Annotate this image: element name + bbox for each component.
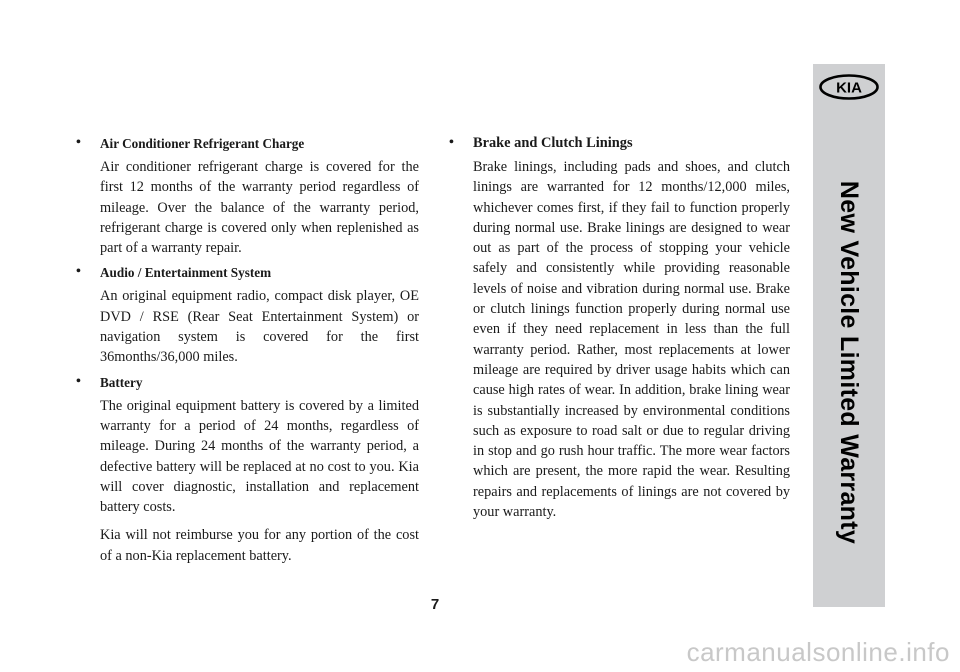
- section-paragraph: Air conditioner refrigerant charge is covered for the first 12 months of the warranty period regardless of mileage. Over the balance of the warranty period, refrigerant charge is covered only when replenished as part of a warranty repair.: [100, 159, 419, 257]
- logo-text: KIA: [836, 79, 862, 97]
- left-column: [76, 135, 419, 566]
- section-battery: [76, 374, 419, 566]
- bullet: •: [449, 135, 454, 150]
- bullet: •: [76, 135, 81, 150]
- bullet: •: [76, 373, 81, 389]
- section-brake-clutch: [449, 135, 790, 522]
- section-paragraph: Kia will not reimburse you for any portion of the cost of a non-Kia replacement battery.: [100, 527, 419, 564]
- sidebar-title: New Vehicle Limited Warranty: [835, 180, 864, 545]
- page-number: 7: [430, 596, 440, 613]
- section-paragraph: The original equipment battery is covered by a limited warranty for a period of 24 months, regardless of mileage. During 24 months of the warranty period, a defective battery will be replaced at no cost to you. Kia will cover diagnostic, installation and replacement battery costs.: [100, 397, 419, 516]
- section-heading: Brake and Clutch Linings: [473, 135, 633, 151]
- section-heading: Air Conditioner Refrigerant Charge: [100, 136, 305, 151]
- section-paragraph: Brake linings, including pads and shoes, and clutch linings are warranted for 12 months/12,000 miles, whichever comes first, if they fail to function properly during normal use. Brake linings are designed to wear out as part of the process of stopping your vehicle safely and consistently while providing reasonable levels of noise and vibration during normal use. Brake or clutch linings function properly during normal use even if they need replacement in less than the full warranty period. Rather, most replacements at lower mileage are required by driver usage habits which can cause high rates of wear. In addition, brake lining wear is substantially increased by environmental conditions such as exposure to road salt or due to regular driving in stop and go rush hour traffic. The more wear factors which are present, the more rapid the wear. Resulting repairs and replacements of linings are not covered by your warranty.: [473, 159, 790, 521]
- right-column: [449, 135, 790, 522]
- sidebar-tab: [813, 64, 885, 607]
- section-paragraph: An original equipment radio, compact disk player, OE DVD / RSE (Rear Seat Entertainment System) or navigation system is covered for the first 36months/36,000 miles.: [100, 288, 419, 366]
- section-heading: Audio / Entertainment System: [100, 265, 272, 281]
- section-heading: Battery: [100, 374, 143, 390]
- section-audio-entertainment: [76, 264, 419, 367]
- bullet: •: [76, 264, 81, 280]
- watermark: carmanualsonline.info: [686, 637, 950, 667]
- section-air-conditioner: [76, 135, 419, 258]
